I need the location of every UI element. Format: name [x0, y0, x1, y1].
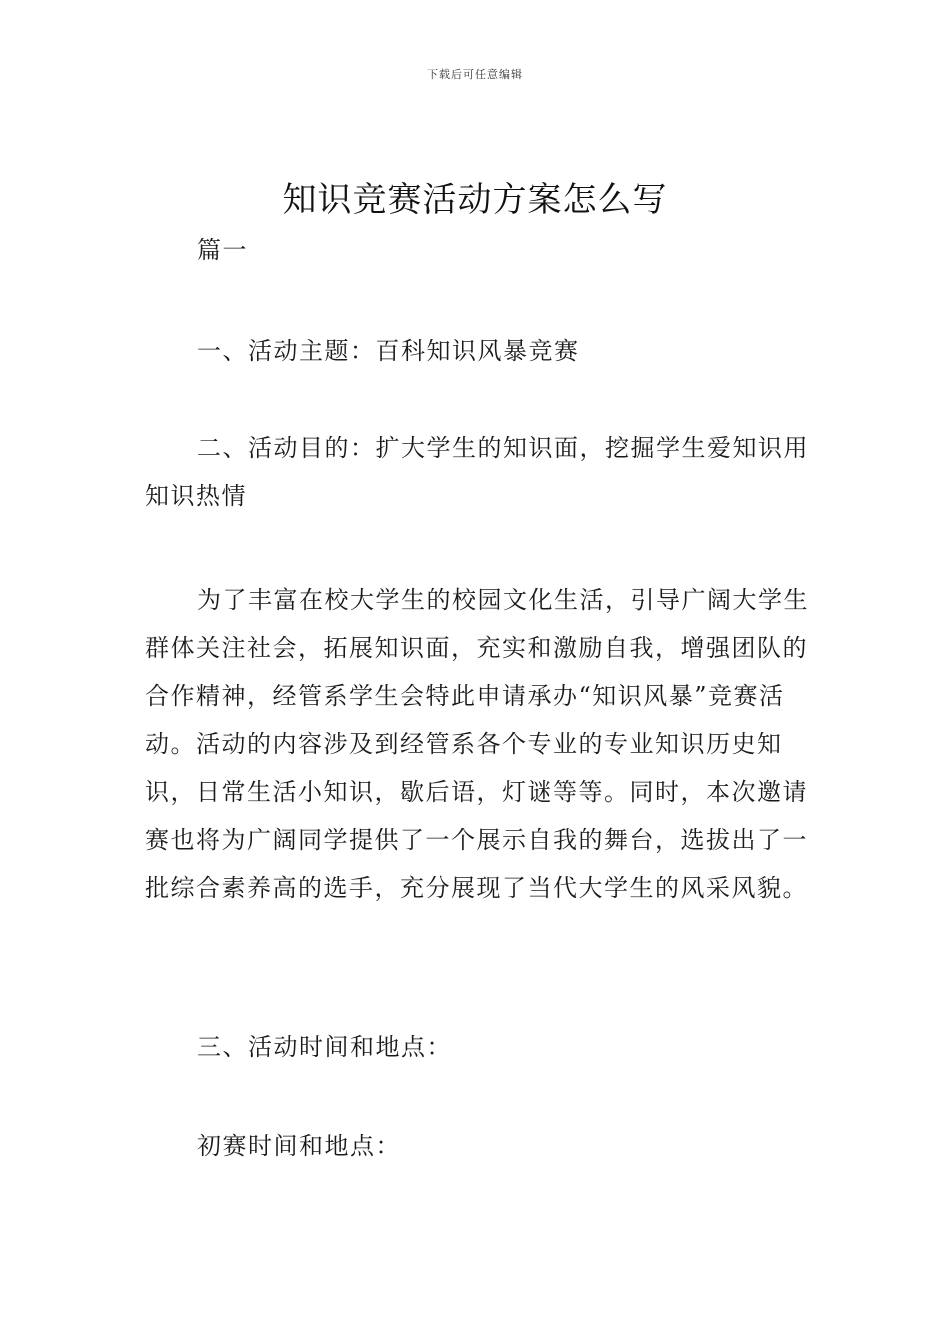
preliminary-time-place-paragraph: 初赛时间和地点： [197, 1132, 401, 1160]
activity-time-place-heading: 三、活动时间和地点： [197, 1033, 452, 1061]
section-label: 篇一 [197, 236, 248, 264]
activity-theme-paragraph: 一、活动主题：百科知识风暴竞赛 [197, 337, 580, 365]
document-title: 知识竞赛活动方案怎么写 [282, 180, 668, 220]
activity-description-paragraph: 为了丰富在校大学生的校园文化生活，引导广阔大学生群体关注社会，拓展知识面，充实和激励自我，增强团队的合作精神，经管系学生会特此申请承办“知识风暴”竞赛活动。活动的内容涉及到经管系各个专业的专业知识历史知识，日常生活小知识，歇后语，灯谜等等。同时，本次邀请赛也将为广阔同学提供了一个展示自我的舞台，选拔出了一批综合素养高的选手，充分展现了当代大学生的风采风貌。 [145, 586, 809, 902]
activity-purpose-paragraph: 二、活动目的：扩大学生的知识面，挖掘学生爱知识用知识热情 [145, 434, 809, 510]
header-note: 下载后可任意编辑 [427, 68, 523, 81]
